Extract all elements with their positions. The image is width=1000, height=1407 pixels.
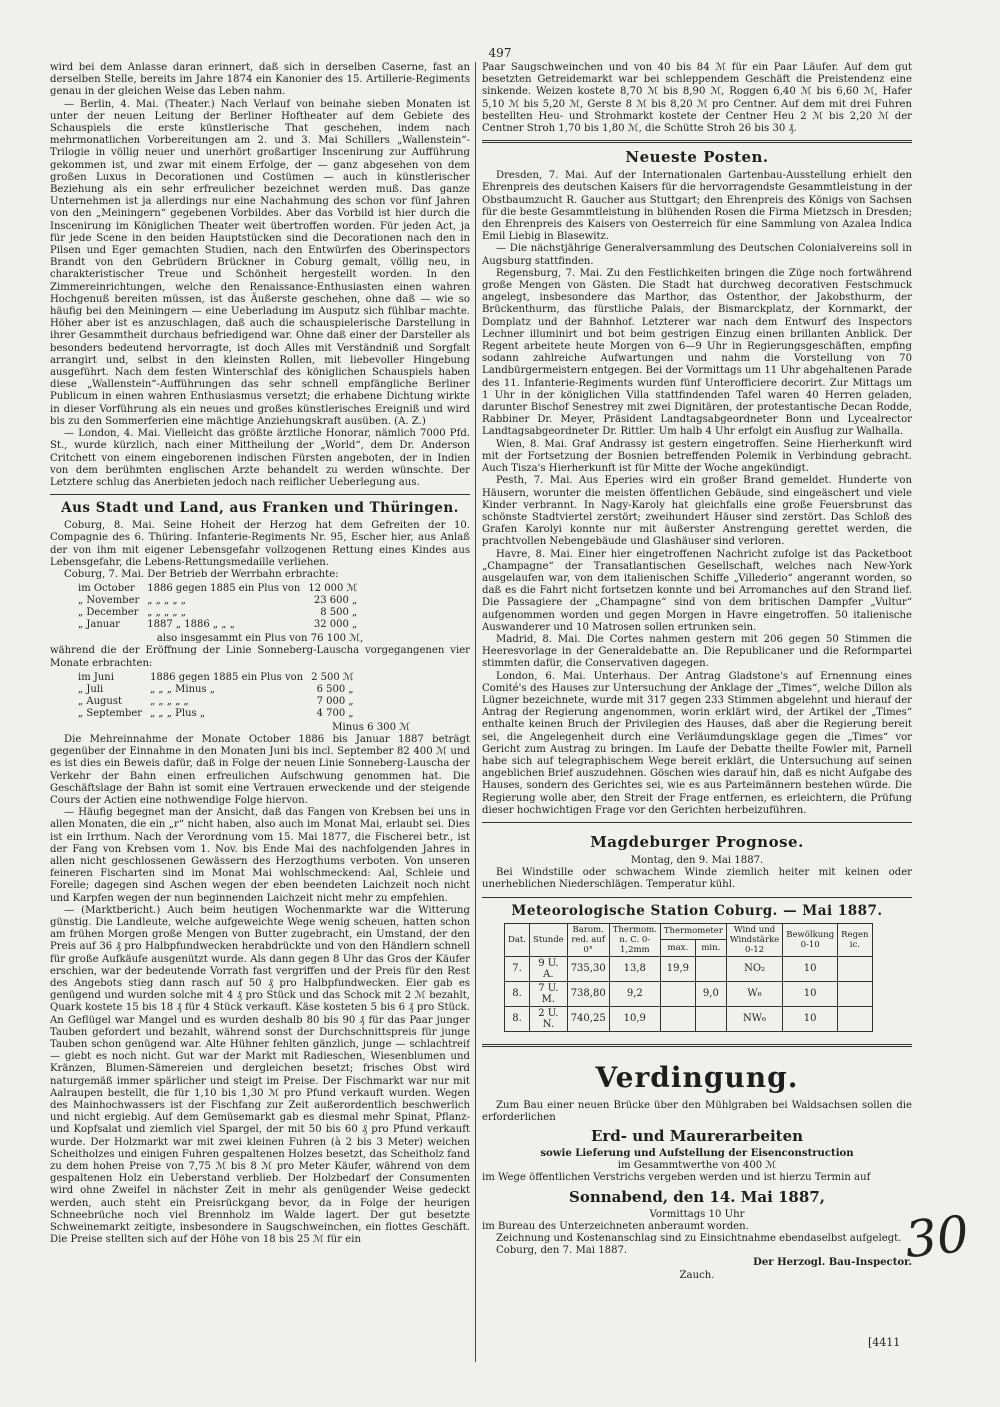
ad-documents: Zeichnung und Kostenanschlag sind zu Einsichtnahme ebendaselbst aufgelegt. [496,1233,902,1245]
section-rule [482,822,912,823]
article-berlin-theater: — Berlin, 4. Mai. (Theater.) Nach Verlauf von beinahe sieben Monaten ist unter der neuen Leitung der Berliner Hoftheater auf dem Gebiete des Schauspiels die erste künstlerische That geschehen, indem nach mehrmonatlichen Vorbereitungen am 2. und 3. Mai Schillers „Wallenstein“-Trilogie in völlig neuer und unerhört großartiger Inscenirung zur Aufführung gekommen ist, und zwar mit einem Erfolge, der — ganz abgesehen von dem großen Luxus in Decorationen und Costümen — auch in künstlerischer Beziehung als ein sehr erfreulicher bezeichnet werden muß. Das ganze Unternehmen ist ja allerdings nur eine Nachahmung des schon vor fünf Jahren von den „Meiningern“ gegebenen Vorbildes. Aber das Vorbild ist hier durch die Inscenirung im Königlichen Theater weit übertroffen worden. Für jeden Act, ja für jede Scene in den beiden Hauptstücken sind die Decorationen nach den in Pilsen und Eger gemachten Studien, nach den Entwürfen des Oberinspectors Brandt von den Gebrüdern Brückner in Coburg gemalt, völlig neu, in charakteristischer Treue und Schönheit hergestellt worden. In den Zimmereinrichtungen, welche den Renaissance-Enthusiasten einen wahren Hochgenuß bereiten müssen, ist das Äußerste geschehen, ohne daß — wie so häufig bei den Meiningern — eine Ueberladung im Ausputz sich fühlbar machte. Höher aber ist es anzuschlagen, daß auch die schauspielerische Darstellung in ihrer Gesammtheit durchaus befriedigend war. Ohne daß einer der Darsteller als besonders bedeutend hervorragte, ist doch Alles mit Verständniß und Sorgfalt arrangirt und, selbst in den kleinsten Rollen, mit liebevoller Hingebung ausgeführt. Nach dem festen Winterschlaf des königlichen Schauspiels haben diese „Wallenstein“-Aufführungen das sehr schnell empfängliche Berliner Publicum in einen wahren Enthusiasmus versetzt; die erhabene Dichtung wirkte in dieser Vorführung als ein neues und großes künstlerisches Ereigniß und wird bis zu den Sommerferien eine mächtige Anziehungskraft ausüben. (A. Z.) [50,98,470,427]
werrbahn-sum-plus: also insgesammt ein Plus von 76 100 ℳ, [156,633,364,645]
section-heading-neueste-posten: Neueste Posten. [625,148,769,167]
ad-time: Vormittags 10 Uhr [649,1208,745,1220]
prognose-title: Magdeburger Prognose. [590,832,804,851]
table-row: 8. 2 U. N. 740,25 10,9 NW₆ 10 [505,1006,873,1031]
werrbahn-sum-minus: Minus 6 300 ℳ [332,721,410,733]
ad-signature-name: Zauch. [679,1269,715,1281]
section-rule [482,1044,912,1047]
page-number: 497 [488,46,512,60]
right-column [482,62,912,1362]
section-rule [482,897,912,898]
ad-heading-arbeiten: Erd- und Maurerarbeiten [590,1127,804,1145]
meteo-title: Meteorologische Station Coburg. — Mai 1887. [511,902,883,919]
article-werrbahn-middle: während die der Eröffnung der Linie Sonneberg-Lauscha vorgegangenen vier Monate erbrachten: [50,645,470,669]
article-werrbahn-intro: Coburg, 7. Mai. Der Betrieb der Werrbahn erbrachte: [64,568,339,580]
section-rule [482,140,912,143]
ad-value: im Gesammtwerthe von 400 ℳ [617,1160,777,1172]
news-dresden: Dresden, 7. Mai. Auf der Internationalen Gartenbau-Ausstellung erhielt den Ehrenpreis des deutschen Kaisers für die hervorragendste Gesammtleistung in der Obstbaumzucht R. Gaucher aus Stuttgart; den Ehrenpreis des Königs von Sachsen für die beste Gesammtleistung in blühenden Rosen die Firma Mietzsch in Dresden; den Ehrenpreis des Kaisers von Oesterreich für eine Sammlung von Azalea Indica Emil Liebig in Blasewitz. [482,170,912,243]
table-row: im October 1886 gegen 1885 ein Plus von 12 000 ℳ [78,583,358,595]
article-krebse: — Häufig begegnet man der Ansicht, daß das Fangen von Krebsen bei uns in allen Monaten, die ein „r“ nicht haben, also auch im Monat Mai, erlaubt sei. Dies ist ein Irrthum. Nach der Verordnung vom 15. Mai 1877, die Fischerei betr., ist der Fang von Krebsen vom 1. Nov. bis Ende Mai des nachfolgenden Jahres in allen nicht geschlossenen Gewässern des Herzogthums verboten. Von unseren feineren Fischarten sind im Monat Mai wohlschmeckend: Aal, Schleie und Forelle; dagegen sind Aschen wegen der eben beendeten Laichzeit noch nicht und Karpfen wegen der nun beginnenden Laichzeit nicht mehr zu empfehlen. [50,807,470,904]
table-row: „ August „ „ „ „ „ 7 000 „ [78,695,354,707]
column-divider [475,62,476,1362]
article-caserne: wird bei dem Anlasse daran erinnert, daß sich in derselben Caserne, fast an derselben Stelle, bereits im Jahre 1874 ein Kanonier des 15. Artillerie-Regiments genau in der gleichen Weise das Leben nahm. [50,62,470,98]
news-colonialverein: — Die nächstjährige Generalversammlung des Deutschen Colonialvereins soll in Augsburg stattfinden. [482,243,912,267]
ad-number: [4411 [868,1336,901,1349]
news-wien: Wien, 8. Mai. Graf Andrassy ist gestern eingetroffen. Seine Hierherkunft wird mit der Fortsetzung der Bosnien betreffenden Polemik in Verbindung gebracht. Auch Tisza's Hierherkunft ist für Mitte der Woche angekündigt. [482,438,912,475]
table-row: „ December „ „ „ „ „ 8 500 „ [78,607,358,619]
table-row: „ September „ „ „ Plus „ 4 700 „ [78,707,354,719]
news-regensburg: Regensburg, 7. Mai. Zu den Festlichkeiten bringen die Züge noch fortwährend große Mengen von Gästen. Die Stadt hat durchweg decorativen Festschmuck angelegt, insbesondere das Marthor, das Ostenthor, der Jakobsthurm, der Brückenthurm, das fürstliche Palais, der Bismarckplatz, der Kornmarkt, der Domplatz und der Bahnhof. Letzterer war nach dem Entwurf des Inspectors Lechner illuminirt und bot beim gestrigen Einzug einen brillanten Anblick. Der Regent arbeitete heute Morgen von 6—9 Uhr in Regierungsgeschäften, empfing sodann zahlreiche Aufwartungen und nahm die Vorstellung von 70 Landbürgermeistern entgegen. Bei der Vormittags um 11 Uhr abgehaltenen Parade des 11. Infanterie-Regiments wurden fünf Unterofficiere decorirt. Zur Mittags um 1 Uhr in der königlichen Villa stattfindenden Tafel waren 40 Herren geladen, darunter Bischof Senestrey mit zwei Dignitären, der protestantische Decan Rodde, Rabbiner Dr. Meyer, Präsident Landtagsabgeordneter Bonn und Lycealrector Landtagsabgeordneter Dr. Rittler. Um halb 4 Uhr erfolgt ein Ausflug zur Walhalla. [482,267,912,438]
ad-date: Sonnabend, den 14. Mai 1887, [569,1187,825,1206]
ad-heading-lieferung: sowie Lieferung und Aufstellung der Eisenconstruction [540,1148,854,1159]
werrbahn-table-minus [74,672,358,720]
handwritten-margin-number: 30 [902,1204,972,1270]
prognose-date: Montag, den 9. Mai 1887. [630,854,764,866]
article-coburg-medal: Coburg, 8. Mai. Seine Hoheit der Herzog hat dem Gefreiten der 10. Compagnie des 6. Thüring. Infanterie-Regiments Nr. 95, Escher hier, aus Anlaß der von ihm mit eigener Lebensgefahr vollzogenen Rettung eines Kindes aus Lebensgefahr, die Lebens-Rettungsmedaille verliehen. [50,520,470,568]
prognose-text: Bei Windstille oder schwachem Winde ziemlich heiter mit keinen oder unerheblichen Niederschlägen. Temperatur kühl. [482,867,912,891]
table-row: „ November „ „ „ „ „ 23 600 „ [78,595,358,607]
left-column [50,62,470,1362]
meteo-header-row: max. min. [505,940,873,957]
ad-title-verdingung: Verdingung. [595,1060,799,1094]
ad-termin-text: im Wege öffentlichen Verstrichs vergeben werden und ist hierzu Termin auf [482,1172,871,1184]
meteo-table [504,923,873,1032]
table-row: „ Juli „ „ „ Minus „ 6 500 „ [78,683,354,695]
ad-intro: Zum Bau einer neuen Brücke über den Mühlgraben bei Waldsachsen sollen die erforderlichen [482,1099,912,1123]
news-pesth: Pesth, 7. Mai. Aus Eperies wird ein großer Brand gemeldet. Hunderte von Häusern, worunter die meisten öffentlichen Gebäude, sind eingeäschert und viele Kinder verbrannt. In Nagy-Karoly hat gleichfalls eine große Feuersbrunst das schönste Stadtviertel zerstört; zweihundert Häuser sind zerstört. Das Schloß des Grafen Karolyi konnte nur mit äußerster Anstrengung gerettet werden, die prachtvollen Nebengebäude und Glashäuser sind verloren. [482,475,912,548]
news-london: London, 6. Mai. Unterhaus. Der Antrag Gladstone's auf Ernennung eines Comité's des Hauses zur Untersuchung der Anklage der „Times“, welche Dillon als Lügner bezeichnete, wurde mit 317 gegen 233 Stimmen abgelehnt und hierauf der Antrag der Regierung angenommen, worin erklärt wird, der Artikel der „Times“ enthalte keinen Bruch der Privilegien des Hauses, daß aber die Regierung bereit sei, die Angelegenheit durch eine Verläumdungsklage gegen die „Times“ vor Gericht zum Austrag zu bringen. Im Laufe der Debatte theilte Fowler mit, Parnell habe sich auf telegraphischem Wege bereit erklärt, die Untersuchung auf seinen angeblichen Brief auszudehnen. Göschen wies darauf hin, daß es nicht Aufgabe des Hauses, sondern des Gerichtes sei, wie es aus Parteimännern bestehen würde. Die Regierung wolle aber, den Streit der Frage entfernen, es erleichtern, die Prüfung dieser hochwichtigen Frage vor den Gerichten herbeizuführen. [482,670,912,816]
section-heading-stadt-land: Aus Stadt und Land, aus Franken und Thüringen. [61,500,459,517]
article-werrbahn-summary: Die Mehreinnahme der Monate October 1886 bis Januar 1887 beträgt gegenüber der Einnahme in den Monaten Juni bis incl. September 82 400 ℳ und es ist dies ein Beweis dafür, daß in Folge der neuen Linie Sonneberg-Lauscha der Verkehr der Bahn einen erfreulichen Aufschwung genommen hat. Die Geschäftslage der Bahn ist somit eine Vertrauen erweckende und der steigende Cours der Actien eine nothwendige Folge hiervon. [50,733,470,806]
news-madrid: Madrid, 8. Mai. Die Cortes nahmen gestern mit 206 gegen 50 Stimmen die Heeresvorlage in der Generaldebatte an. Die Republicaner und die Reformpartei stimmten dafür, die Conservativen dagegen. [482,633,912,670]
table-row: im Juni 1886 gegen 1885 ein Plus von 2 500 ℳ [78,671,354,683]
ad-signature-office: Der Herzogl. Bau-Inspector. [753,1257,912,1269]
article-marktbericht-continued: Paar Saugschweinchen und von 40 bis 84 ℳ für ein Paar Läufer. Auf dem gut besetzten Getreidemarkt war bei schleppendem Geschäft die Preistendenz eine sinkende. Weizen kostete 8,70 ℳ bis 8,90 ℳ, Roggen 6,40 ℳ bis 6,60 ℳ, Hafer 5,10 ℳ bis 5,20 ℳ, Gerste 8 ℳ bis 8,20 ℳ pro Centner. Auf dem mit drei Fuhren bestellten Heu- und Strohmarkt kostete der Centner Heu 2 ℳ bis 2,20 ℳ der Centner Stroh 1,70 bis 1,80 ℳ, die Schütte Stroh 26 bis 30 ₰. [482,62,912,135]
news-havre: Havre, 8. Mai. Einer hier eingetroffenen Nachricht zufolge ist das Packetboot „Champagne“ der Transatlantischen Gesellschaft, welches nach New-York ausgelaufen war, von dem italienischen Schiffe „Villederio“ angerannt worden, so daß es die Fahrt nicht fortsetzen konnte und bei Arromanches auf den Strand lief. Die Passagiere der „Champagne“ sind von dem britischen Dampfer „Vultur“ aufgenommen worden und gegen Morgen in Havre eingetroffen. 50 italienische Auswanderer und 10 Matrosen sollen ertrunken sein. [482,548,912,633]
article-marktbericht: — (Marktbericht.) Auch beim heutigen Wochenmarkte war die Witterung günstig. Die Landleute, welche aufgeweichte Wege wenig scheuen, hatten schon am frühen Morgen große Mengen von Butter zugebracht, ein Umstand, der den Preis auf 36 ₰ pro Halbpfundwecken herabdrückte und von den Händlern schnell für große Aufkäufe ausgenützt wurde. Als dann gegen 8 Uhr das Gros der Käufer erschien, war der bedeutende Vorrath fast vergriffen und der Preis für den Rest des Angebots stieg dann rasch auf 50 ₰ pro Halbpfundwecken. Eier gab es genügend und wurden solche mit 4 ₰ pro Stück und das Schock mit 2 ℳ bezahlt, Quark kostete 15 bis 18 ₰ für 4 Stück verkauft. Käse kosteten 5 bis 6 ₰ pro Stück. An Geflügel war Mangel und es wurden deshalb 80 bis 90 ₰ für das Paar junger Tauben gefordert und bezahlt, während sonst der Durchschnittspreis für junge Tauben schon genügend war. Alte Hühner fehlten gänzlich, junge — schlachtreif — giebt es noch nicht. Gut war der Markt mit Radieschen, Wiesenblumen und Kränzen, Blumen-Sämereien und dergleichen besetzt; frisches Obst wird naturgemäß immer spärlicher und steigt im Preise. Der Fischmarkt war nur mit Aalraupen bestellt, die für 1,10 bis 1,30 ℳ pro Pfund verkauft wurden. Wegen des Mainhochwassers ist der Fischfang zur Zeit außerordentlich beschwerlich und nicht ergiebig. Auf dem Gemüsemarkt gab es diesmal mehr Spinat, Pflanz- und Kopfsalat und ziemlich viel Spargel, der mit 50 bis 60 ₰ pro Pfund verkauft wurde. Der Holzmarkt war mit zwei kleinen Fuhren (à 2 bis 3 Meter) weichen Scheitholzes und einigen Fuhren gespaltenen Holzes besetzt, das Scheitholz fand zu dem hohen Preise von 7,75 ℳ bis 8 ℳ pro Meter Käufer, während von dem gespaltenen Holz ein Ueberstand verblieb. Der Holzbedarf der Consumenten wird ohne Zweifel in nächster Zeit in mehr als genügender Weise gedeckt werden, auch steht ein Preisrückgang bevor, da in Folge der heurigen Schneebrüche noch viel Brennholz im Walde lagert. Der gut besetzte Schweinemarkt zeitigte, insbesondere in Saugschweinchen, ein flottes Geschäft. Die Preise stellten sich auf der Höhe von 18 bis 25 ℳ für ein [50,904,470,1246]
article-london-honorar: — London, 4. Mai. Vielleicht das größte ärztliche Honorar, nämlich 7000 Pfd. St., wurde kürzlich, nach einer Mittheilung der „World“, dem Dr. Anderson Critchett von einem eingeborenen indischen Fürsten angeboten, der in Indien von dem berühmten englischen Arzte behandelt zu werden wünschte. Der Letztere schlug das Anerbieten jedoch nach reiflicher Ueberlegung aus. [50,428,470,488]
ad-location: im Bureau des Unterzeichneten anberaumt worden. [482,1220,749,1232]
section-rule [50,494,470,495]
table-row: 8. 7 U. M. 738,80 9,2 9,0 W₆ 10 [505,981,873,1006]
werrbahn-table-plus [74,583,361,631]
table-row: „ Januar 1887 „ 1886 „ „ „ 32 000 „ [78,619,358,631]
meteo-header-row: Dat. Stunde Barom. red. auf 0° Thermom. n. C. 0-1,2mm Thermometer Wind und Windstärke 0-12 Bewölkung 0-10 Regen ic. [505,923,873,940]
table-row: 7. 9 U. A. 735,30 13,8 19,9 NO₂ 10 [505,956,873,981]
ad-place-date: Coburg, den 7. Mai 1887. [496,1245,628,1257]
